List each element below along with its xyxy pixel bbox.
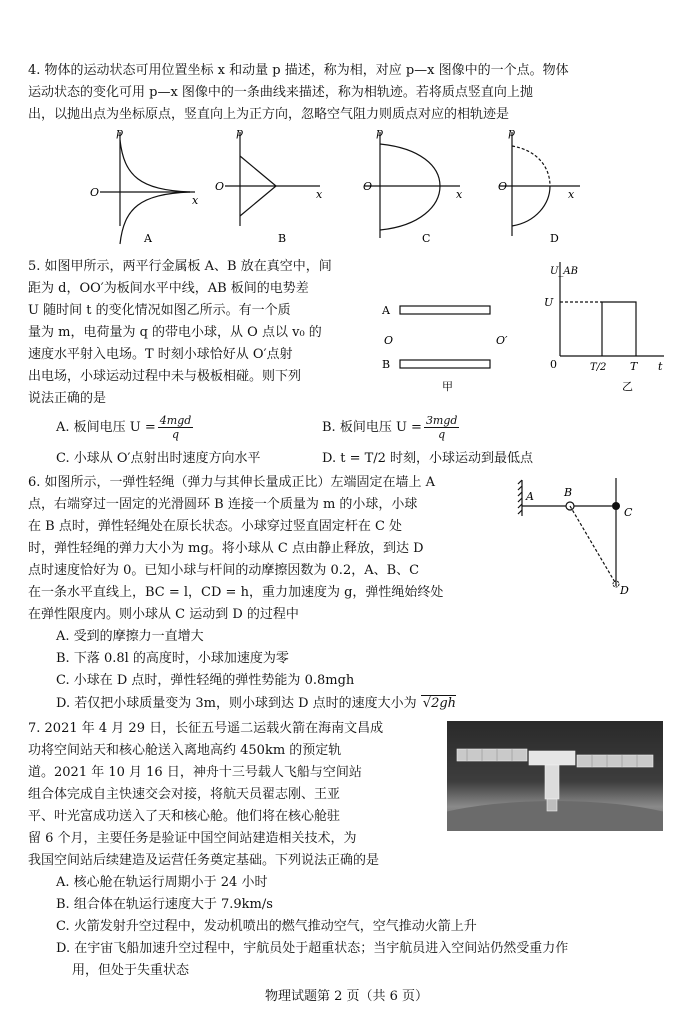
- q5-line4: 量为 m，电荷量为 q 的带电小球，从 O 点以 v₀ 的: [28, 325, 322, 340]
- point-c-label: C: [624, 506, 633, 519]
- u-level-label: U: [544, 296, 554, 309]
- q7-option-a[interactable]: A. 核心舱在轨运行周期小于 24 小时: [56, 875, 268, 890]
- q6-option-b[interactable]: B. 下落 0.8l 的高度时，小球加速度为零: [56, 651, 289, 666]
- q7-line1: 7. 2021 年 4 月 29 日，长征五号遥二运载火箭在海南文昌成: [28, 721, 384, 736]
- q5-option-b-fraction: [424, 414, 460, 441]
- q4-line3: 出，以抛出点为坐标原点，竖直向上为正方向，忽略空气阻力则质点对应的相轨迹是: [28, 107, 510, 122]
- figure-jia-caption: 甲: [442, 380, 453, 393]
- t-tick-label: T: [630, 360, 638, 373]
- q4-line1: 4. 物体的运动状态可用位置坐标 x 和动量 p 描述，称为相，对应 p—x 图像中的一个点。物体: [28, 63, 569, 78]
- graph-c-origin: O: [363, 180, 373, 193]
- graph-c-x-label: x: [456, 188, 463, 201]
- q7-option-d-line2: 用，但处于失重状态: [72, 963, 190, 978]
- q7-line5: 平、叶光富成功送入了天和核心舱。他们将在核心舱驻: [28, 809, 341, 824]
- graph-a: [100, 132, 195, 244]
- plate-a-label: A: [382, 304, 390, 317]
- option-c-label: C: [422, 232, 431, 245]
- graph-b-x-label: x: [316, 188, 323, 201]
- q5-option-a-numerator: 4mgd: [159, 414, 192, 427]
- q5-option-b-prefix: B. 板间电压 U =: [322, 420, 422, 435]
- q5-line7: 说法正确的是: [28, 391, 107, 406]
- q6-option-d[interactable]: [56, 693, 456, 715]
- q4-line2: 运动状态的变化可用 p—x 图像中的一条曲线来描述，称为相轨迹。若将质点竖直向上抛: [28, 85, 533, 100]
- q5-figure-yi: [530, 258, 670, 398]
- q7-line4: 组合体完成自主快速交会对接，将航天员翟志刚、王亚: [28, 787, 341, 802]
- graph-d-origin: O: [498, 180, 508, 193]
- q7-option-c[interactable]: C. 火箭发射升空过程中，发动机喷出的燃气推动空气，空气推动火箭上升: [56, 919, 477, 934]
- q5-figure-jia: [378, 300, 528, 396]
- point-o-prime-label: O′: [496, 334, 508, 347]
- point-a-label: A: [526, 490, 534, 503]
- graph-b: [225, 132, 320, 226]
- q6-line7: 在弹性限度内。则小球从 C 运动到 D 的过程中: [28, 607, 299, 622]
- graph-b-origin: O: [215, 180, 225, 193]
- q7-line6: 留 6 个月，主要任务是验证中国空间站建造相关技术，为: [28, 831, 357, 846]
- q7-option-b[interactable]: B. 组合体在轨运行速度大于 7.9km/s: [56, 897, 273, 912]
- q5-line2: 距为 d，OO′为板间水平中线，AB 板间的电势差: [28, 281, 309, 296]
- q5-option-b-denominator: q: [438, 428, 446, 441]
- graph-d: [500, 132, 580, 236]
- q6-line2: 点，右端穿过一固定的光滑圆环 B 连接一个质量为 m 的小球，小球: [28, 497, 418, 512]
- graph-c-p-label: p: [376, 126, 384, 139]
- q5-line3: U 随时间 t 的变化情况如图乙所示。有一个质: [28, 303, 291, 318]
- graph-a-x-label: x: [192, 194, 199, 207]
- q5-option-b-numerator: 3mgd: [425, 414, 458, 427]
- graph-a-origin: O: [90, 186, 100, 199]
- plate-b-label: B: [382, 358, 391, 371]
- y-axis-label: U_AB: [550, 266, 578, 277]
- q5-option-b[interactable]: [322, 413, 461, 443]
- q7-option-d-line1[interactable]: D. 在宇宙飞船加速升空过程中，宇航员处于超重状态；当宇航员进入空间站仍然受重力作: [56, 941, 569, 956]
- point-b-label: B: [564, 486, 573, 499]
- q5-line6: 出电场，小球运动过程中未与极板相碰。则下列: [28, 369, 302, 384]
- graph-a-p-label: p: [116, 126, 124, 139]
- q6-line4: 时，弹性轻绳的弹力大小为 mg。将小球从 C 点由静止释放，到达 D: [28, 541, 424, 556]
- q6-line6: 在一条水平直线上，BC = l，CD = h，重力加速度为 g，弹性绳始终处: [28, 585, 444, 600]
- q6-option-d-prefix: D. 若仅把小球质量变为 3m，则小球到达 D 点时的速度大小为: [56, 696, 417, 711]
- q4-phase-graphs: [80, 126, 580, 250]
- graph-b-p-label: p: [236, 126, 244, 139]
- page-footer: 物理试题第 2 页（共 6 页）: [264, 989, 429, 1004]
- q5-line5: 速度水平射入电场。T 时刻小球恰好从 O′点射: [28, 347, 293, 362]
- q6-option-c[interactable]: C. 小球在 D 点时，弹性轻绳的弹性势能为 0.8mgh: [56, 673, 355, 688]
- space-station-photo: [447, 721, 663, 831]
- q5-option-a-prefix: A. 板间电压 U =: [56, 420, 156, 435]
- q6-option-a[interactable]: A. 受到的摩擦力一直增大: [56, 629, 204, 644]
- q7-line3: 道。2021 年 10 月 16 日，神舟十三号载人飞船与空间站: [28, 765, 362, 780]
- q6-figure: [516, 474, 666, 600]
- q6-line1: 6. 如图所示，一弹性轻绳（弹力与其伸长量成正比）左端固定在墙上 A: [28, 475, 436, 490]
- q5-option-c[interactable]: C. 小球从 O′点射出时速度方向水平: [56, 451, 261, 466]
- space-station-illustration: [447, 721, 663, 831]
- q5-option-a-fraction: [158, 414, 194, 441]
- graph-d-x-label: x: [568, 188, 575, 201]
- graph-d-p-label: p: [508, 126, 516, 139]
- q6-option-d-value: √2gh: [422, 696, 457, 711]
- point-d-label: D: [620, 584, 629, 597]
- option-a-label: A: [144, 232, 152, 245]
- figure-yi-caption: 乙: [622, 380, 633, 393]
- q6-line3: 在 B 点时，弹性轻绳处在原长状态。小球穿过竖直固定杆在 C 处: [28, 519, 403, 534]
- t-axis-label: t: [658, 360, 663, 373]
- origin-zero-label: 0: [550, 358, 557, 371]
- q5-option-a-denominator: q: [172, 428, 180, 441]
- q5-option-d[interactable]: D. t = T/2 时刻，小球运动到最低点: [322, 451, 534, 466]
- q7-line2: 功将空间站天和核心舱送入离地高约 450km 的预定轨: [28, 743, 342, 758]
- point-o-label: O: [384, 334, 394, 347]
- q5-option-a[interactable]: [56, 413, 195, 443]
- option-b-label: B: [278, 232, 287, 245]
- half-t-label: T/2: [590, 362, 607, 373]
- option-d-label: D: [550, 232, 559, 245]
- q7-line7: 我国空间站后续建造及运营任务奠定基础。下列说法正确的是: [28, 853, 380, 868]
- q5-line1: 5. 如图甲所示，两平行金属板 A、B 放在真空中，间: [28, 259, 332, 274]
- graph-c: [365, 132, 460, 238]
- q6-line5: 点时速度恰好为 0。已知小球与杆间的动摩擦因数为 0.2，A、B、C: [28, 563, 420, 578]
